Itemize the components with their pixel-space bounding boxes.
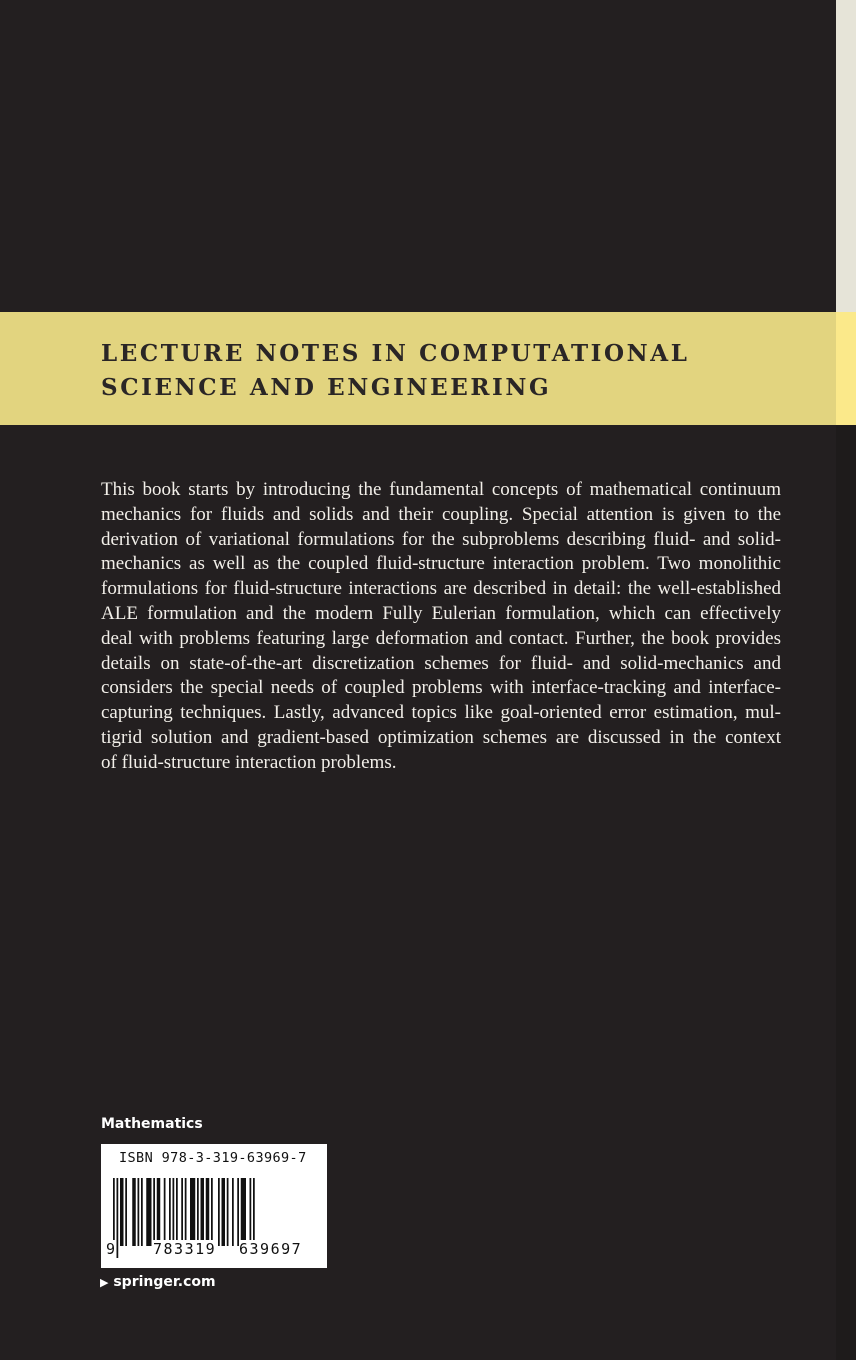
barcode-bar <box>132 1178 136 1246</box>
barcode-bar <box>197 1178 199 1246</box>
blurb-line: capturing techniques. Lastly, advanced topics like goal-oriented error estimation, mul- <box>101 702 781 724</box>
blurb-line: mechanics as well as the coupled fluid-structure interaction problem. Two monolithic <box>101 553 781 575</box>
spine-edge-top <box>836 0 856 312</box>
blurb-line: considers the special needs of coupled problems with interface-tracking and interface- <box>101 677 781 699</box>
blurb-line: ALE formulation and the modern Fully Eulerian formulation, which can effectively <box>101 602 781 624</box>
barcode-bar <box>120 1178 124 1246</box>
isbn-text: ISBN 978-3-319-63969-7 <box>119 1150 307 1166</box>
barcode-bar <box>117 1178 119 1258</box>
barcode-bar <box>157 1178 161 1246</box>
barcode-bar <box>125 1178 127 1246</box>
barcode-first-digit: 9 <box>106 1240 116 1258</box>
spine-edge-band <box>836 312 856 425</box>
blurb-line: This book starts by introducing the fundamental concepts of mathematical continuum <box>101 479 781 500</box>
barcode-bar <box>222 1178 226 1246</box>
barcode-bar <box>211 1178 213 1246</box>
book-description <box>101 478 781 776</box>
barcode-bar <box>232 1178 234 1246</box>
barcode-bar <box>218 1178 220 1246</box>
barcode-bar <box>138 1178 140 1246</box>
barcode-bar <box>153 1178 155 1246</box>
barcode-bar <box>181 1178 183 1246</box>
blurb-line: tigrid solution and gradient-based optimization schemes are discussed in the context <box>101 726 781 748</box>
barcode-bar <box>173 1178 175 1246</box>
blurb-line: derivation of variational formulations for the subproblems describing fluid- and solid- <box>101 528 781 550</box>
arrow-right-icon: ▶ <box>100 1276 109 1289</box>
barcode-bar <box>176 1178 178 1246</box>
barcode-right-digits: 639697 <box>239 1240 303 1258</box>
blurb-line: mechanics for fluids and solids and their coupling. Special attention is given to the <box>101 503 781 525</box>
barcode-left-digits: 783319 <box>153 1240 217 1258</box>
website-text: springer.com <box>113 1274 216 1290</box>
barcode-bar <box>250 1178 252 1246</box>
barcode-bar <box>237 1178 239 1246</box>
barcode-bar <box>206 1178 210 1246</box>
blurb-line: of fluid-structure interaction problems. <box>101 751 397 773</box>
barcode-bar <box>227 1178 229 1246</box>
barcode-bar <box>141 1178 143 1246</box>
website-link[interactable] <box>100 1274 216 1290</box>
blurb-line: formulations for fluid-structure interactions are described in detail: the well-established <box>101 578 781 600</box>
isbn-barcode <box>101 1144 327 1268</box>
spine-edge-bottom <box>836 425 856 1360</box>
barcode-bar <box>185 1178 187 1246</box>
barcode-bar <box>169 1178 171 1246</box>
barcode-bar <box>164 1178 166 1246</box>
barcode-bar <box>146 1178 151 1246</box>
barcode-bar <box>201 1178 205 1246</box>
blurb-line: details on state-of-the-art discretization schemes for fluid- and solid-mechanics and <box>101 652 781 674</box>
series-title <box>101 337 690 405</box>
blurb-line: deal with problems featuring large deformation and contact. Further, the book provides <box>101 627 781 649</box>
series-title-line: SCIENCE AND ENGINEERING <box>101 374 552 401</box>
series-title-line: LECTURE NOTES IN COMPUTATIONAL <box>101 340 690 367</box>
barcode-bar <box>241 1178 246 1246</box>
subject-label: Mathematics <box>101 1116 203 1132</box>
barcode-bar <box>190 1178 195 1246</box>
